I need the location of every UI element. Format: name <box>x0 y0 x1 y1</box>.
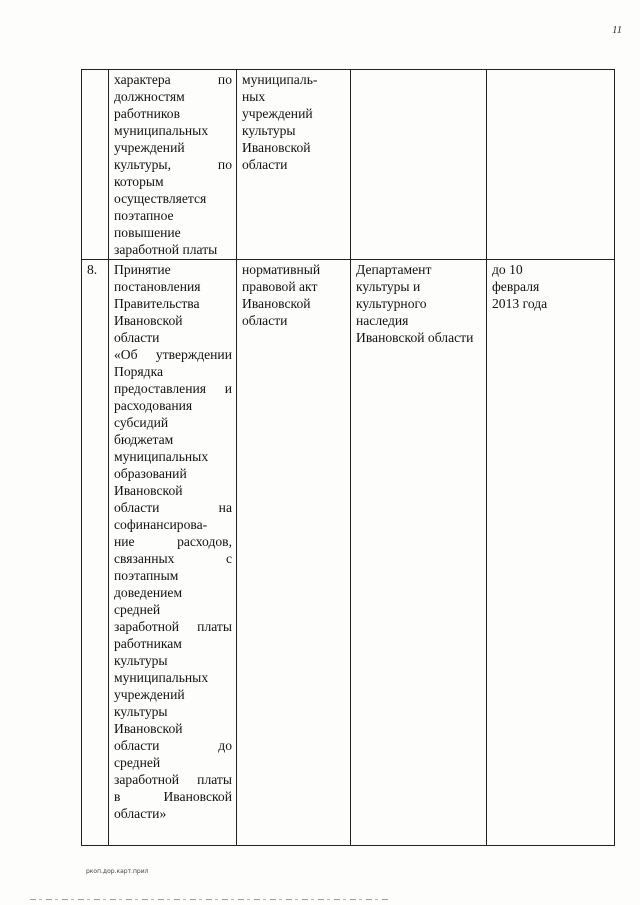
cell-line: Порядка <box>114 364 164 379</box>
cell-line: в Ивановской <box>114 789 232 804</box>
cell-line: Ивановской <box>114 313 183 328</box>
cell-line: области <box>242 157 288 172</box>
cell-executor <box>351 70 487 260</box>
cell-line: работникам <box>114 636 182 651</box>
scan-artifact-line <box>30 899 390 900</box>
cell-line: области <box>242 313 288 328</box>
cell-number <box>82 70 109 260</box>
cell-line: софинансирова- <box>114 517 208 532</box>
cell-line: ние расходов, <box>114 534 232 549</box>
cell-line: муниципальных <box>114 670 209 685</box>
cell-line: муниципаль- <box>242 72 318 87</box>
cell-line: доведением <box>114 585 183 600</box>
cell-line: культуры <box>114 704 168 719</box>
cell-line: области на <box>114 500 232 515</box>
cell-line: культуры и <box>356 279 421 294</box>
cell-line: 2013 года <box>492 296 548 311</box>
cell-line: Ивановской <box>114 721 183 736</box>
cell-name <box>109 260 237 846</box>
cell-line: связанных с <box>114 551 232 566</box>
document-table <box>81 69 615 846</box>
cell-line: культуры <box>242 123 296 138</box>
cell-line: февраля <box>492 279 540 294</box>
cell-line: наследия <box>356 313 409 328</box>
cell-line: Правительства <box>114 296 200 311</box>
table-row-8 <box>82 260 615 846</box>
cell-line: Ивановской <box>242 296 311 311</box>
cell-line: средней <box>114 602 161 617</box>
cell-line: предоставления и <box>114 381 232 396</box>
cell-line: средней <box>114 755 161 770</box>
cell-number: 8. <box>82 260 109 846</box>
cell-line: образований <box>114 466 187 481</box>
cell-document <box>237 260 351 846</box>
cell-line: культурного <box>356 296 427 311</box>
footer-note: ркоп.дор.карт.прил <box>86 868 149 875</box>
cell-line: ных <box>242 89 266 104</box>
cell-line: области» <box>114 806 167 821</box>
cell-line: бюджетам <box>114 432 174 447</box>
page-number: 11 <box>612 24 623 36</box>
cell-line: «Об утверждении <box>114 347 232 362</box>
cell-document <box>237 70 351 260</box>
cell-deadline <box>487 70 615 260</box>
cell-line: Ивановской <box>242 140 311 155</box>
cell-line: субсидий <box>114 415 169 430</box>
cell-line: правовой акт <box>242 279 318 294</box>
cell-line: заработной платы <box>114 772 232 787</box>
cell-line: заработной платы <box>114 619 232 634</box>
cell-line: учреждений <box>114 687 185 702</box>
table-row-continuation <box>82 70 615 260</box>
cell-line: расходования <box>114 398 193 413</box>
cell-line: Департамент <box>356 262 432 277</box>
cell-line: области <box>114 330 160 345</box>
cell-line: муниципальных <box>114 449 209 464</box>
cell-line: нормативный <box>242 262 321 277</box>
cell-line: учреждений <box>242 106 313 121</box>
cell-deadline <box>487 260 615 846</box>
cell-name <box>109 70 237 260</box>
cell-line: области до <box>114 738 232 753</box>
cell-line: до 10 <box>492 262 523 277</box>
cell-name-text: характера по должностям работников муниципальных учреждений культуры, по которым осуществляется поэтапное повышение заработной платы <box>114 72 232 257</box>
cell-line: постановления <box>114 279 201 294</box>
cell-line: Принятие <box>114 262 171 277</box>
cell-line: культуры <box>114 653 168 668</box>
cell-executor <box>351 260 487 846</box>
cell-line: поэтапным <box>114 568 179 583</box>
cell-line: Ивановской <box>114 483 183 498</box>
cell-line: Ивановской области <box>356 330 474 345</box>
